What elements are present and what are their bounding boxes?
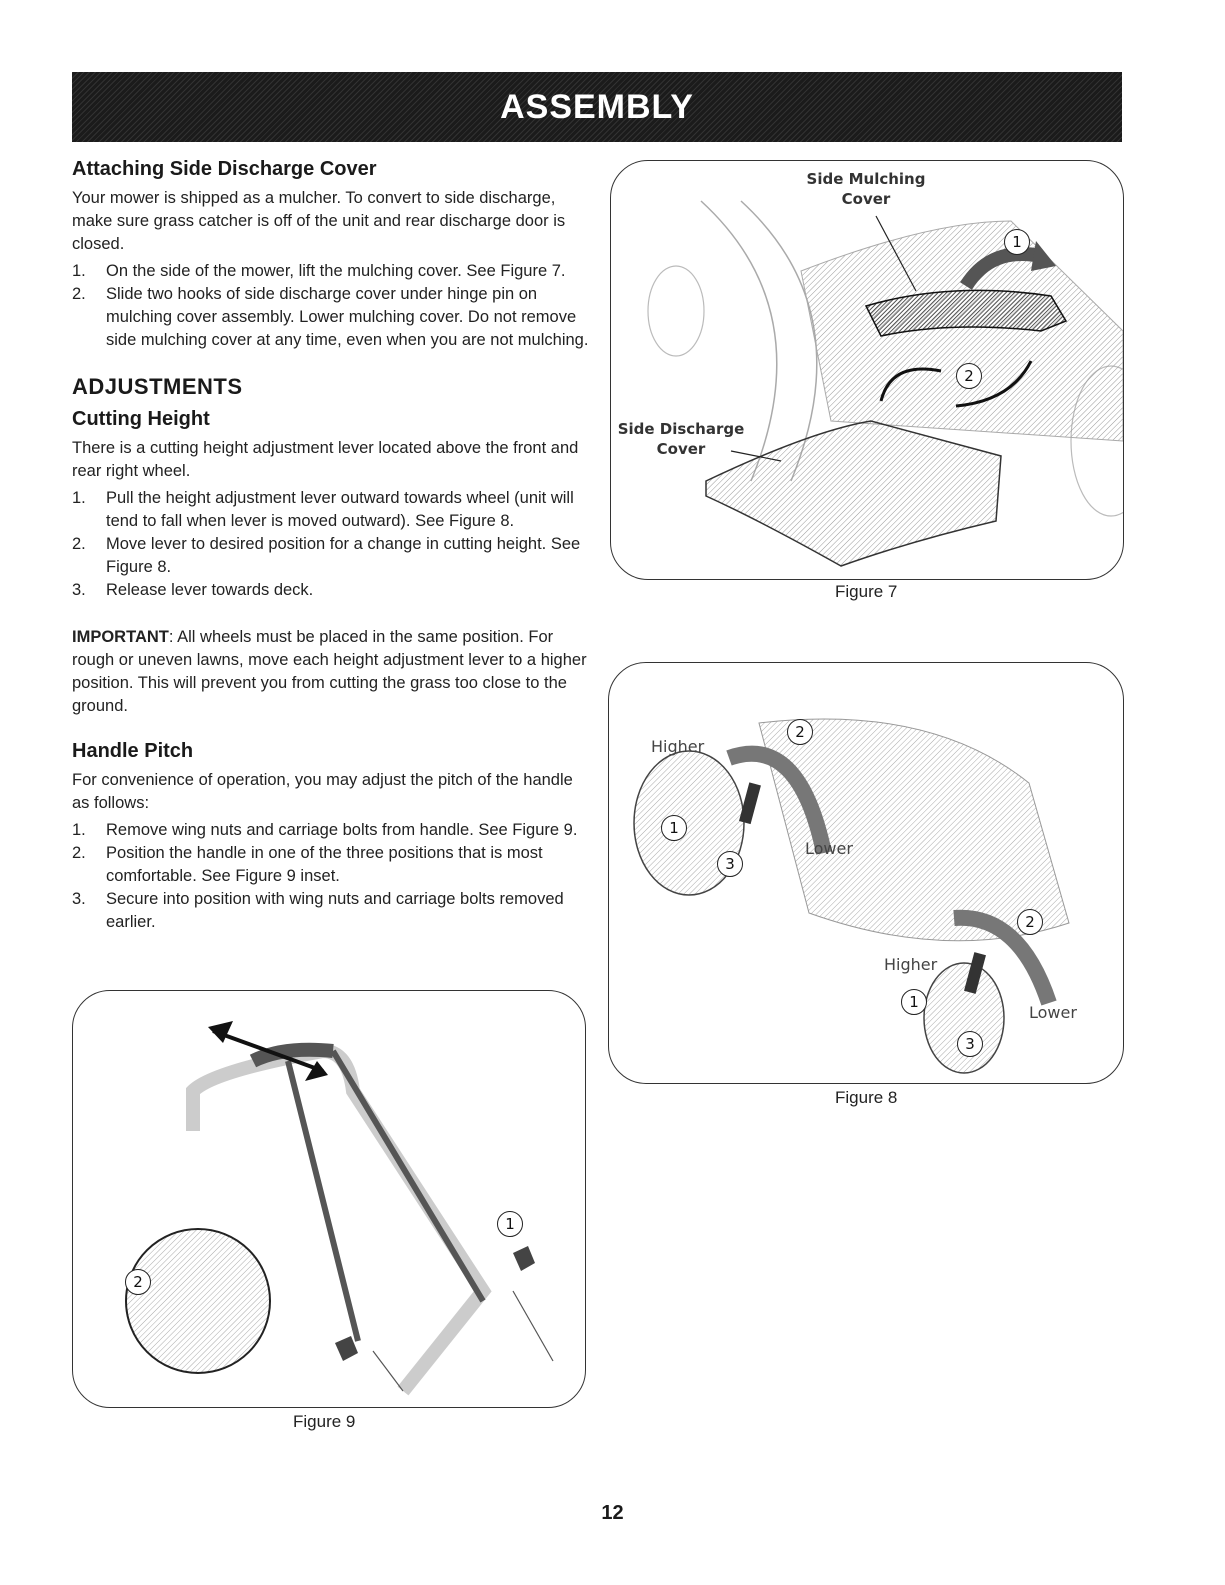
callout-2: 2 (956, 363, 982, 389)
heading-side-discharge: Attaching Side Discharge Cover (72, 158, 377, 180)
list-item (72, 579, 592, 602)
callout-3: 3 (957, 1031, 983, 1057)
handle-pitch-steps (72, 819, 592, 934)
banner-title: ASSEMBLY (500, 87, 694, 126)
step-number: 3. (72, 890, 86, 908)
step-text: Pull the height adjustment lever outward towards wheel (unit will tend to fall when lever is moved outward). See Figure 8. (106, 489, 574, 530)
step-text: Remove wing nuts and carriage bolts from handle. See Figure 9. (106, 821, 578, 839)
list-item (72, 487, 592, 533)
heading-adjustments: ADJUSTMENTS (72, 374, 243, 399)
figure-9-caption: Figure 9 (293, 1412, 356, 1431)
label-higher-rear: Higher (884, 955, 938, 974)
left-column (72, 150, 592, 940)
step-number: 2. (72, 285, 86, 303)
heading-cutting-height: Cutting Height (72, 408, 210, 430)
step-text: Slide two hooks of side discharge cover under hinge pin on mulching cover assembly. Lower mulching cover. Do not remove side mulching cover at any time, even when you are not mulching. (106, 285, 589, 349)
callout-2: 2 (787, 719, 813, 745)
label-higher-front: Higher (651, 737, 705, 756)
step-text: Position the handle in one of the three positions that is most comfortable. See Figure 9 inset. (106, 844, 543, 885)
figure-9-frame (72, 990, 586, 1408)
step-text: Move lever to desired position for a change in cutting height. See Figure 8. (106, 535, 581, 576)
label-lower-rear: Lower (1029, 1003, 1077, 1022)
label-line: Cover (656, 440, 706, 458)
cutting-height-steps (72, 487, 592, 602)
list-item (72, 260, 592, 283)
list-item (72, 283, 592, 352)
page-number: 12 (601, 1502, 624, 1524)
figure-8-caption: Figure 8 (835, 1088, 898, 1107)
list-item (72, 888, 592, 934)
callout-2: 2 (1017, 909, 1043, 935)
list-item (72, 819, 592, 842)
label-line: Side Discharge (617, 420, 745, 438)
label-line: Cover (841, 190, 891, 208)
side-discharge-intro: Your mower is shipped as a mulcher. To convert to side discharge, make sure grass catcher is off of the unit and rear discharge door is closed. (72, 189, 566, 253)
step-number: 2. (72, 844, 86, 862)
label-line: Side Mulching (806, 170, 926, 188)
step-text: On the side of the mower, lift the mulching cover. See Figure 7. (106, 262, 566, 280)
section-banner (72, 72, 1122, 142)
label-side-discharge (611, 419, 751, 459)
callout-1: 1 (901, 989, 927, 1015)
figure-7-illustration (611, 161, 1123, 579)
important-note (72, 626, 592, 718)
figure-7-frame (610, 160, 1124, 580)
handle-pitch-intro: For convenience of operation, you may adjust the pitch of the handle as follows: (72, 771, 573, 812)
important-text: : All wheels must be placed in the same position. For rough or uneven lawns, move each height adjustment lever to a higher position. This will prevent you from cutting the grass too close to the ground. (72, 628, 587, 715)
step-text: Secure into position with wing nuts and carriage bolts removed earlier. (106, 890, 564, 931)
label-side-mulching (806, 169, 926, 209)
callout-2: 2 (125, 1269, 151, 1295)
step-number: 2. (72, 535, 86, 553)
list-item (72, 533, 592, 579)
important-label: IMPORTANT (72, 628, 169, 646)
cutting-height-intro: There is a cutting height adjustment lever located above the front and rear right wheel. (72, 439, 579, 480)
step-number: 1. (72, 489, 86, 507)
figure-8-frame (608, 662, 1124, 1084)
label-lower-front: Lower (805, 839, 853, 858)
callout-1: 1 (497, 1211, 523, 1237)
step-number: 3. (72, 581, 86, 599)
figure-9-illustration (73, 991, 585, 1407)
side-discharge-steps (72, 260, 592, 352)
callout-3: 3 (717, 851, 743, 877)
figure-7-caption: Figure 7 (835, 582, 898, 601)
list-item (72, 842, 592, 888)
step-number: 1. (72, 821, 86, 839)
callout-1: 1 (661, 815, 687, 841)
heading-handle-pitch: Handle Pitch (72, 740, 194, 762)
callout-1: 1 (1004, 229, 1030, 255)
step-number: 1. (72, 262, 86, 280)
step-text: Release lever towards deck. (106, 581, 314, 599)
